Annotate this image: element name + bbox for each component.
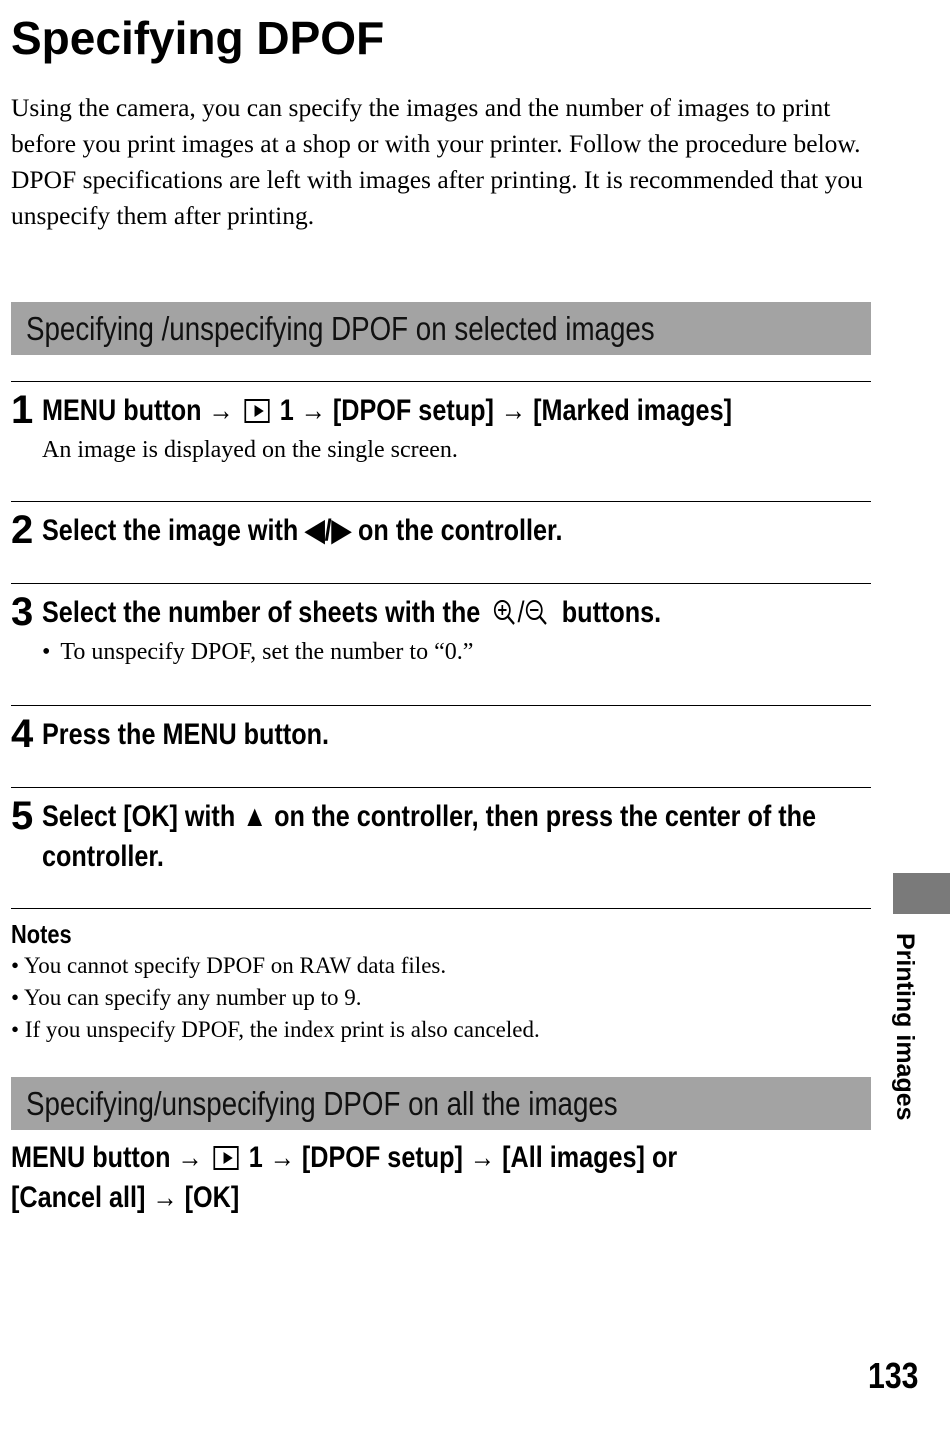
section-heading-selected (11, 302, 871, 355)
step-number: 2 (11, 508, 34, 552)
playback-icon (213, 1146, 238, 1170)
step-heading-text: Select the image with ◀/▶ on the controller. (42, 514, 563, 547)
step-heading-text: Press the MENU button. (42, 718, 330, 751)
all-images-instruction (11, 1138, 871, 1218)
intro-text (11, 90, 881, 234)
zoom-out-icon (525, 598, 550, 628)
step-description-text: To unspecify DPOF, set the number to “0.” (60, 639, 474, 665)
notes (11, 918, 871, 1046)
step-heading-text: Select the number of sheets with the (42, 596, 481, 629)
note-text: You cannot specify DPOF on RAW data files. (23, 953, 447, 978)
instruction-text: [Cancel all] → [OK] (11, 1181, 240, 1214)
step-4 (11, 712, 871, 782)
bullet: • (11, 985, 20, 1010)
step-number: 1 (11, 388, 34, 432)
divider (11, 381, 871, 382)
page-title: Specifying DPOF (11, 12, 385, 64)
step-heading-text: 1 → [DPOF setup] → [Marked images] (279, 394, 732, 427)
intro-paragraph: DPOF specifications are left with images after printing. It is recommended that you unspecify them after printing. (11, 165, 863, 230)
section-heading-text: Specifying/unspecifying DPOF on all the images (26, 1084, 618, 1122)
step-number: 4 (11, 712, 34, 756)
section-heading-all (11, 1077, 871, 1130)
chapter-label: Printing images (891, 933, 919, 1121)
step-heading (42, 391, 872, 431)
bullet: • (42, 639, 51, 665)
notes-title-text: Notes (11, 919, 72, 949)
divider (11, 583, 871, 584)
step-heading (42, 715, 872, 755)
instruction-text: MENU button → (11, 1141, 203, 1174)
step-heading-text: buttons. (561, 596, 662, 629)
step-5 (11, 794, 871, 904)
note-text: You can specify any number up to 9. (23, 985, 362, 1010)
section-heading-text: Specifying /unspecifying DPOF on selected images (26, 309, 655, 347)
page-number (868, 1355, 928, 1397)
divider (11, 501, 871, 502)
step-description (42, 636, 473, 668)
playback-icon (244, 399, 269, 423)
step-heading: Select the number of sheets with the / buttons. (42, 596, 662, 629)
list-item (11, 950, 871, 982)
step-heading: Select [OK] with ▲ on the controller, then press the center of the controller. (42, 800, 817, 873)
chapter-tab (893, 873, 950, 914)
page-number-text: 133 (867, 1355, 919, 1396)
step-3 (11, 590, 871, 700)
list-item (11, 1014, 871, 1046)
bullet: • (11, 1017, 20, 1042)
divider (11, 908, 871, 909)
step-heading (42, 511, 872, 551)
divider (11, 705, 871, 706)
step-number: 5 (11, 794, 34, 838)
step-heading-text: MENU button → (42, 394, 234, 427)
notes-title (11, 918, 871, 950)
step-1 (11, 388, 871, 498)
instruction-text: 1 → [DPOF setup] → [All images] or (248, 1141, 678, 1174)
bullet: • (11, 953, 20, 978)
step-description: An image is displayed on the single screen. (42, 437, 458, 463)
step-2 (11, 508, 871, 578)
zoom-in-icon (492, 598, 517, 628)
intro-paragraph: Using the camera, you can specify the images and the number of images to print before you print images at a shop or with your printer. Follow the procedure below. (11, 93, 861, 158)
list-item (11, 982, 871, 1014)
notes-list (11, 950, 871, 1046)
note-text: If you unspecify DPOF, the index print is also canceled. (24, 1017, 540, 1042)
step-number: 3 (11, 590, 34, 634)
divider (11, 787, 871, 788)
